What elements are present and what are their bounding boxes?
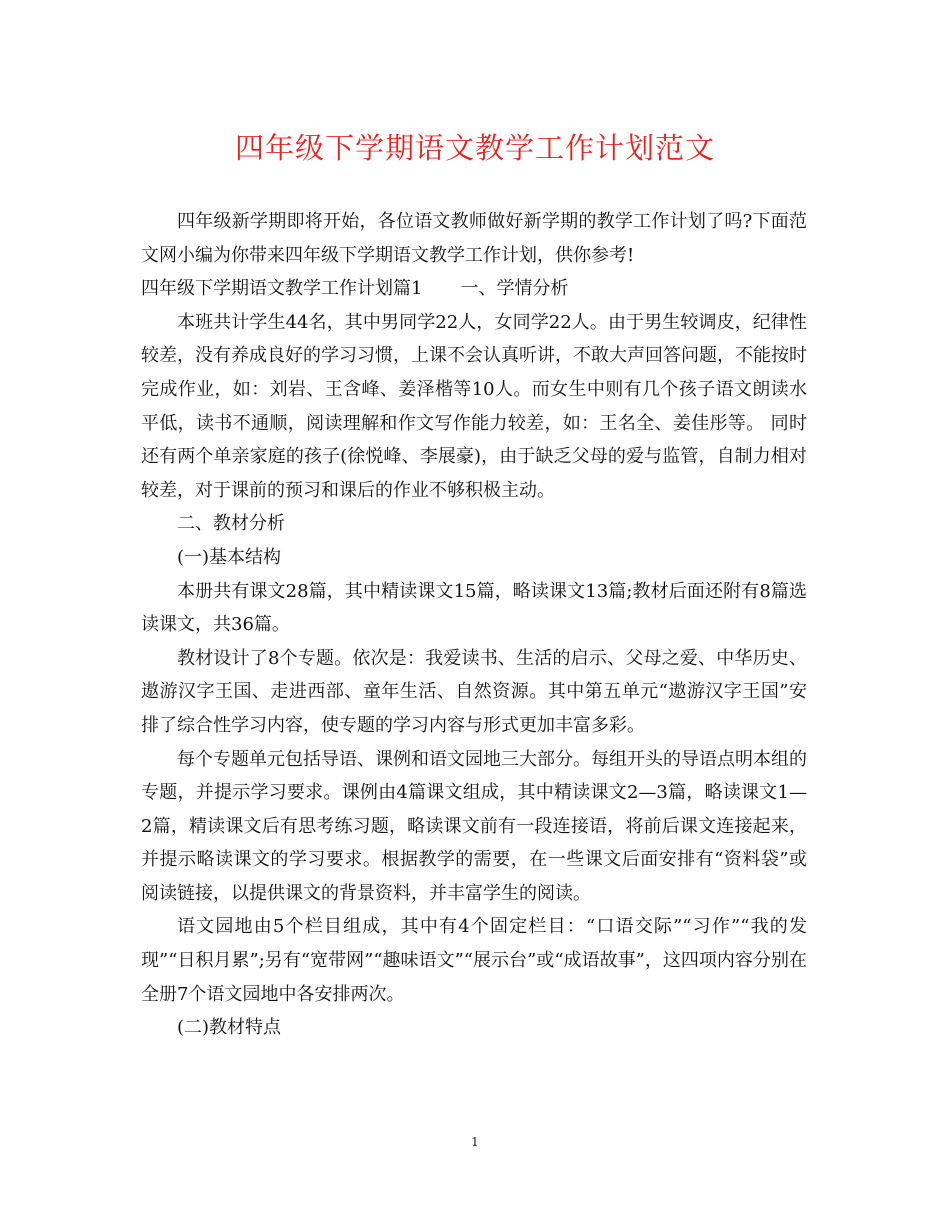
document-title: 四年级下学期语文教学工作计划范文 <box>234 131 715 165</box>
subsection2-heading: (二)教材特点 <box>177 1017 282 1039</box>
units-paragraph: 每个专题单元包括导语、课例和语文园地三大部分。每组开头的导语点明本组的专题，并提示学习要求。课例由4篇课文组成，其中精读课文2—3篇，略读课文1—2篇，精读课文后有思考练习题，略读课文前有一段连接语，将前后课文连接起来，并提示略读课文的学习要求。根据教学的需要，在一些课文后面安排有“资料袋”或阅读链接，以提供课文的背景资料，并丰富学生的阅读。 <box>141 748 807 904</box>
document-body <box>141 205 807 1045</box>
topics-paragraph: 教材设计了8个专题。依次是：我爱读书、生活的启示、父母之爱、中华历史、遨游汉字王国、走进西部、童年生活、自然资源。其中第五单元“遨游汉字王国”安排了综合性学习内容，使专题的学习内容与形式更加丰富多彩。 <box>141 647 807 736</box>
page-number: 1 <box>471 1135 479 1149</box>
section1-heading: 一、学情分析 <box>460 278 569 300</box>
section2-heading: 二、教材分析 <box>177 513 285 535</box>
subsection1-heading: (一)基本结构 <box>177 546 282 568</box>
intro-paragraph: 四年级新学期即将开始，各位语文教师做好新学期的教学工作计划了吗?下面范文网小编为你带来四年级下学期语文教学工作计划，供你参考! <box>141 211 807 266</box>
students-paragraph: 本班共计学生44名，其中男同学22人，女同学22人。由于男生较调皮，纪律性较差，没有养成良好的学习习惯，上课不会认真听讲，不敢大声回答问题，不能按时完成作业，如：刘岩、王含峰、姜泽楷等10人。而女生中则有几个孩子语文朗读水平低，读书不通顺，阅读理解和作文写作能力较差，如：王名全、姜佳彤等。 同时还有两个单亲家庭的孩子(徐悦峰、李展豪)，由于缺乏父母的爱与监管，自制力相对较差，对于课前的预习和课后的作业不够积极主动。 <box>141 311 807 501</box>
garden-paragraph: 语文园地由5个栏目组成，其中有4个固定栏目：“口语交际”“习作”“我的发现”“日积月累”;另有“宽带网”“趣味语文”“展示台”或“成语故事”，这四项内容分别在全册7个语文园地中各安排两次。 <box>141 916 807 1005</box>
structure-paragraph: 本册共有课文28篇，其中精读课文15篇，略读课文13篇;教材后面还附有8篇选读课文，共36篇。 <box>141 580 807 636</box>
article-label: 四年级下学期语文教学工作计划篇1 <box>141 278 423 300</box>
article-heading-line <box>141 272 807 306</box>
